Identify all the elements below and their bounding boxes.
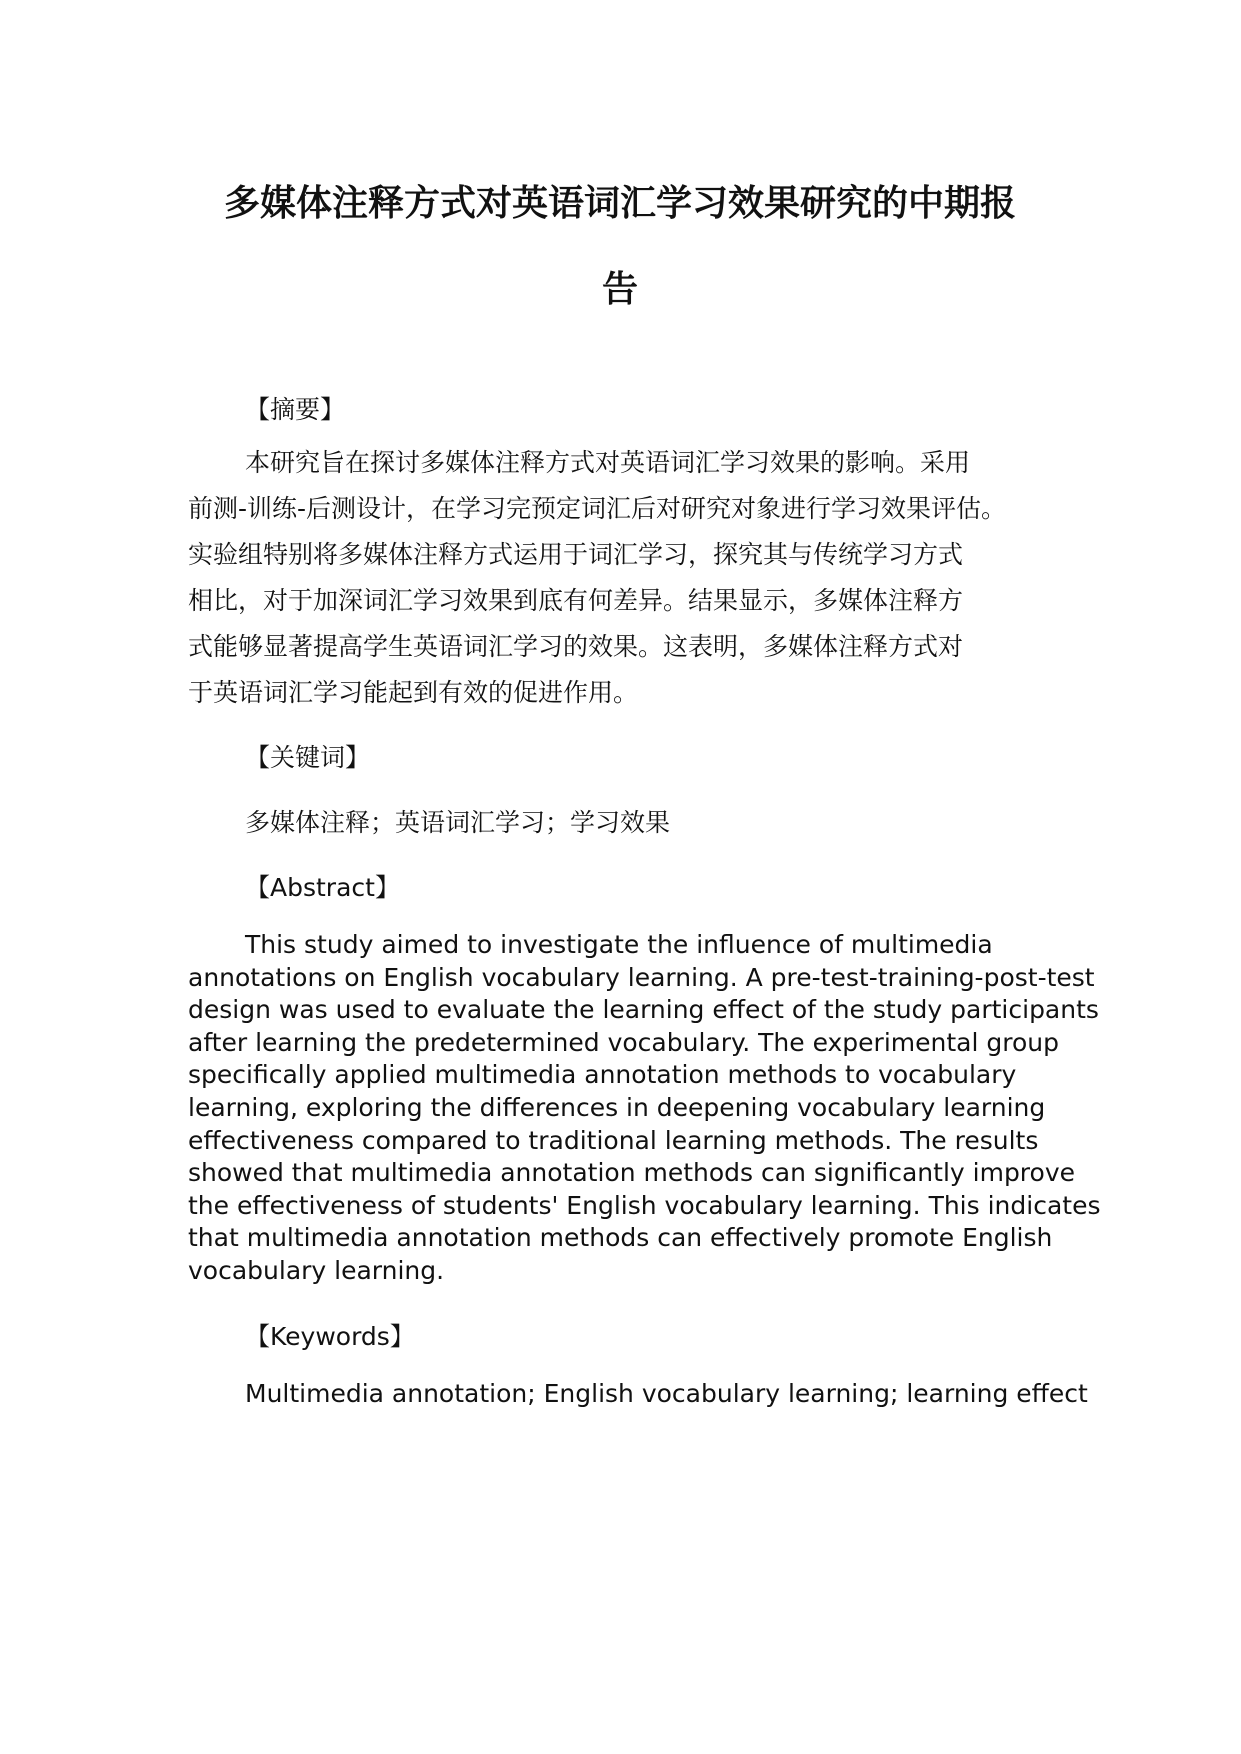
keywords-en-heading: 【Keywords】 [245,1322,415,1351]
abstract-en-line: learning, exploring the differences in deepening vocabulary learning [188,1092,1046,1122]
abstract-zh-line: 实验组特别将多媒体注释方式运用于词汇学习，探究其与传统学习方式 [188,540,964,569]
abstract-en-line: design was used to evaluate the learning effect of the study participants [188,995,1099,1025]
abstract-en-line: This study aimed to investigate the influence of multimedia [245,930,993,959]
abstract-en-line: specifically applied multimedia annotation methods to vocabulary [188,1060,1017,1090]
abstract-en-paragraph [188,929,1101,1288]
abstract-en-line: that multimedia annotation methods can effectively promote English [188,1223,1053,1253]
document-title-line-2: 告 [601,269,638,310]
abstract-zh-line: 于英语词汇学习能起到有效的促进作用。 [188,678,639,707]
abstract-zh-paragraph [188,440,1078,716]
keywords-zh-heading: 【关键词】 [245,743,371,772]
abstract-zh-line: 本研究旨在探讨多媒体注释方式对英语词汇学习效果的影响。采用 [245,448,971,477]
abstract-en-line: effectiveness compared to traditional learning methods. The results [188,1125,1039,1155]
abstract-en-line: annotations on English vocabulary learning. A pre-test-training-post-test [188,962,1095,992]
abstract-en-line: vocabulary learning. [188,1255,445,1285]
abstract-zh-line: 式能够显著提高学生英语词汇学习的效果。这表明，多媒体注释方式对 [188,632,964,661]
abstract-en-line: the effectiveness of students' English vocabulary learning. This indicates [188,1190,1101,1220]
keywords-zh-text: 多媒体注释；英语词汇学习；学习效果 [245,808,671,837]
abstract-en-heading: 【Abstract】 [245,873,400,902]
abstract-zh-line: 前测-训练-后测设计，在学习完预定词汇后对研究对象进行学习效果评估。 [188,494,1007,523]
abstract-zh-line: 相比，对于加深词汇学习效果到底有何差异。结果显示，多媒体注释方 [188,586,964,615]
abstract-en-line: after learning the predetermined vocabulary. The experimental group [188,1027,1059,1057]
abstract-en-line: showed that multimedia annotation methods can significantly improve [188,1158,1076,1188]
document-title-line-1: 多媒体注释方式对英语词汇学习效果研究的中期报 [223,183,1016,224]
abstract-zh-heading: 【摘要】 [245,395,346,424]
keywords-en-text: Multimedia annotation; English vocabulary learning; learning effect [245,1379,1088,1408]
